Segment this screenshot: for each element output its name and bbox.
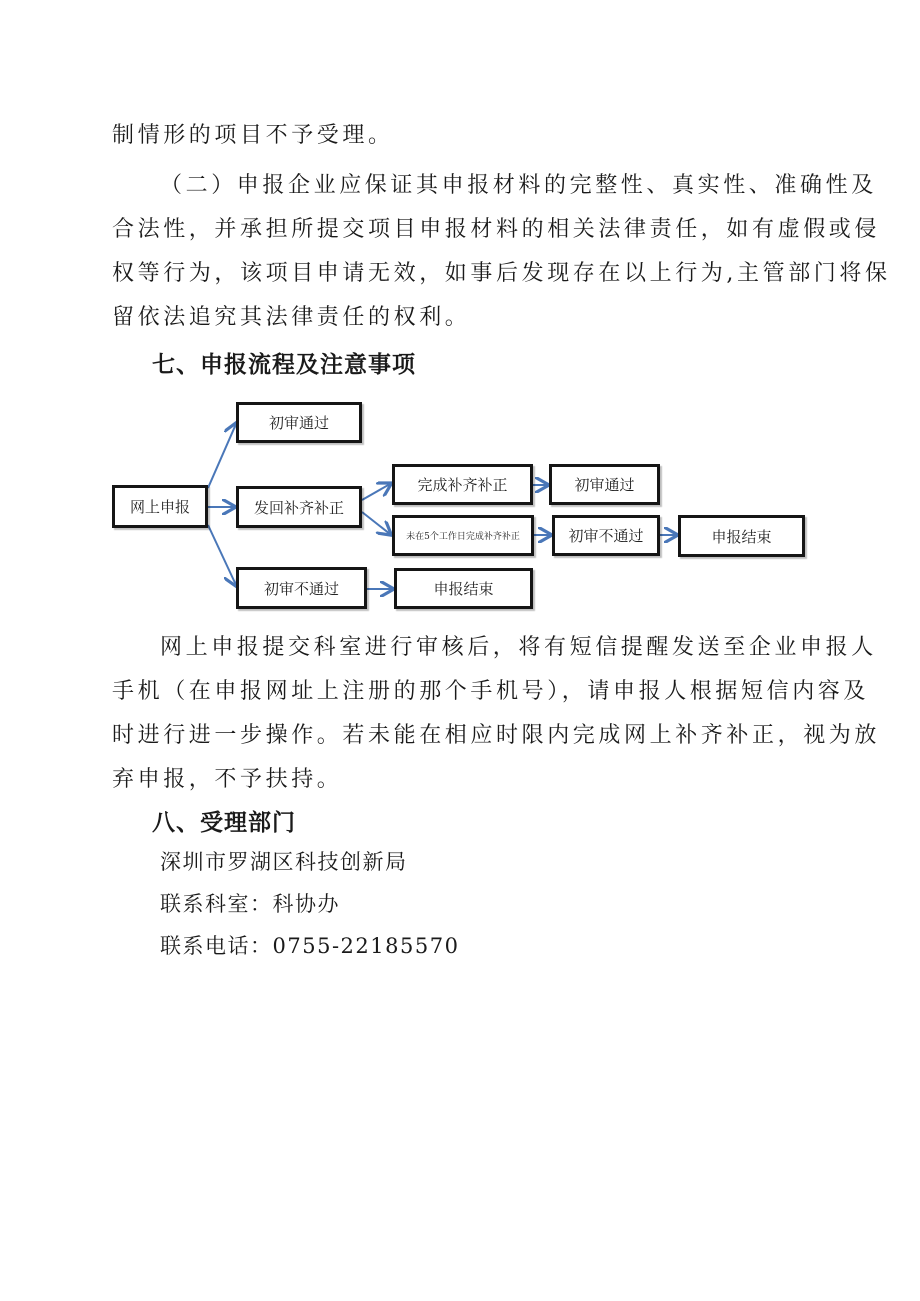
node-fail-bottom: 初审不通过 xyxy=(236,567,367,609)
text-line: 手机（在申报网址上注册的那个手机号），请申报人根据短信内容及 xyxy=(112,679,870,704)
arrow-online-to-pass xyxy=(208,424,236,488)
contact-phone: 联系电话：0755-22185570 xyxy=(160,934,460,958)
node-pass-top: 初审通过 xyxy=(236,402,362,443)
node-complete-supplement: 完成补齐补正 xyxy=(392,464,533,505)
section-heading-7: 七、申报流程及注意事项 xyxy=(152,352,416,378)
node-end-mid: 申报结束 xyxy=(678,515,805,557)
text-line: 权等行为，该项目申请无效，如事后发现存在以上行为,主管部门将保 xyxy=(112,261,891,286)
arrow-online-to-fail xyxy=(208,525,236,585)
contact-office: 联系科室：科协办 xyxy=(160,892,340,916)
arrow-return-to-notwithin xyxy=(362,512,390,534)
text-line: 制情形的项目不予受理。 xyxy=(112,123,394,148)
text-line: 留依法追究其法律责任的权利。 xyxy=(112,305,471,330)
org-name: 深圳市罗湖区科技创新局 xyxy=(160,850,408,874)
arrow-return-to-complete xyxy=(362,484,390,500)
node-fail-mid: 初审不通过 xyxy=(552,515,660,556)
text-line: 合法性，并承担所提交项目申报材料的相关法律责任，如有虚假或侵 xyxy=(112,217,881,242)
node-return-supplement: 发回补齐补正 xyxy=(236,486,362,528)
text-line: 弃申报，不予扶持。 xyxy=(112,767,343,792)
node-end-bottom: 申报结束 xyxy=(394,568,533,609)
text-line: 时进行进一步操作。若未能在相应时限内完成网上补齐补正，视为放 xyxy=(112,723,881,748)
text-line: （二）申报企业应保证其申报材料的完整性、真实性、准确性及 xyxy=(160,173,877,198)
node-not-within-deadline: 未在5个工作日完成补齐补正 xyxy=(392,515,534,556)
node-online-submit: 网上申报 xyxy=(112,485,208,528)
text-line: 网上申报提交科室进行审核后，将有短信提醒发送至企业申报人 xyxy=(160,635,877,660)
section-heading-8: 八、受理部门 xyxy=(152,810,296,836)
node-pass-mid: 初审通过 xyxy=(549,464,660,505)
